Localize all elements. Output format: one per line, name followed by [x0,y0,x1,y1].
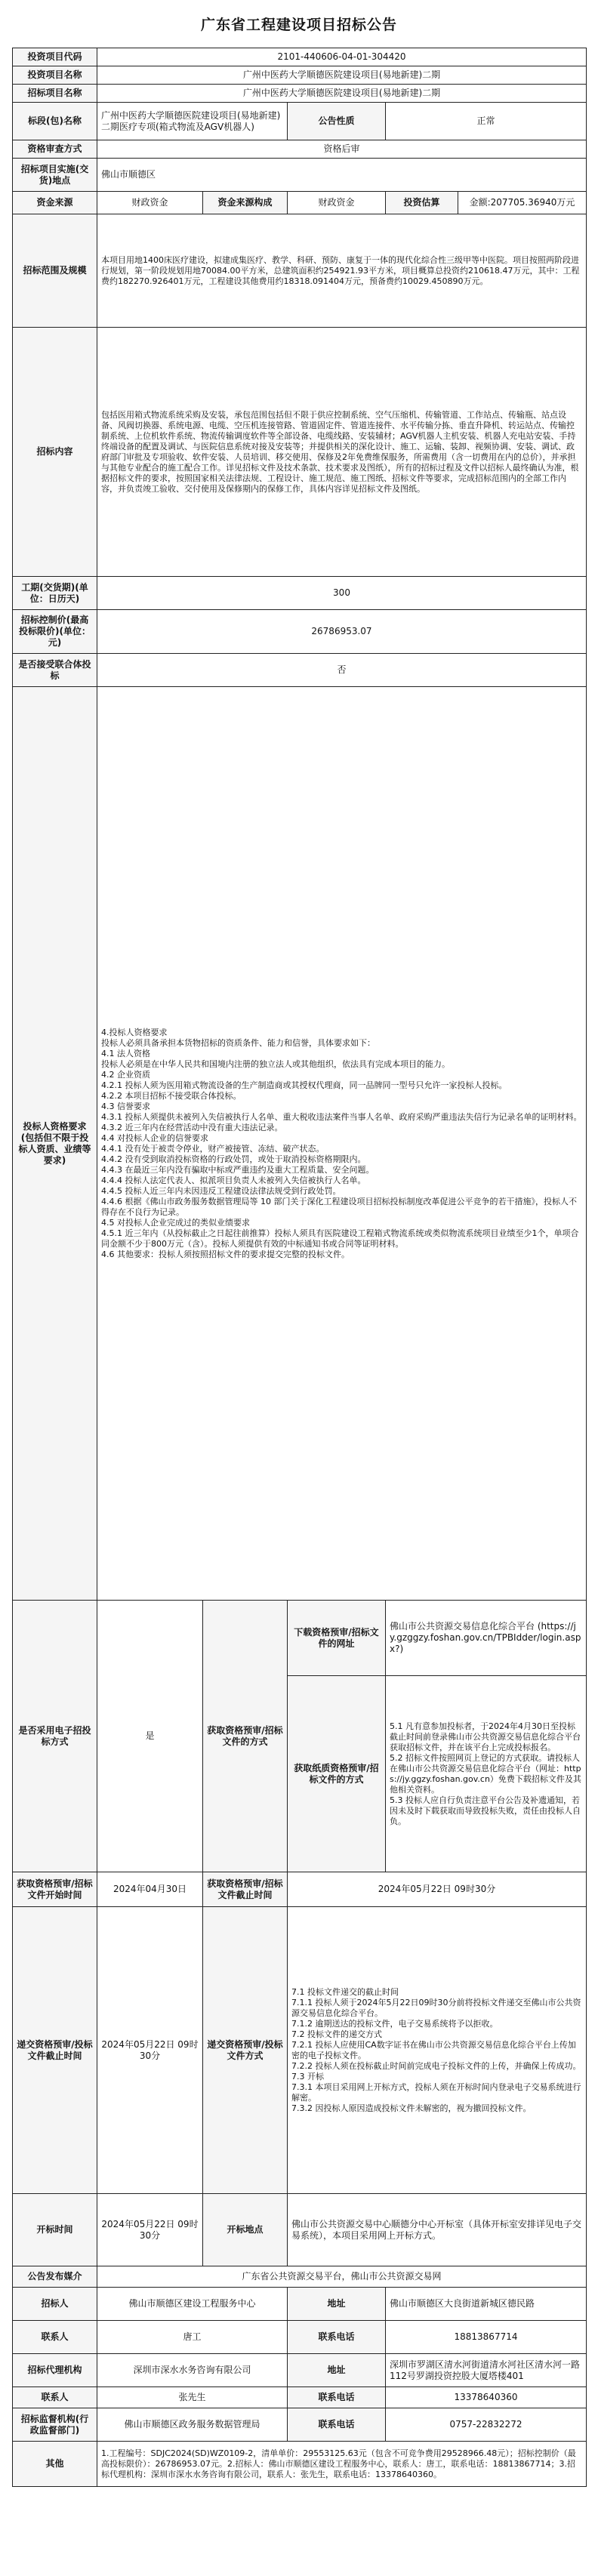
fund-source-value: 财政资金 [97,192,203,214]
submit-method-label: 递交资格预审/投标文件方式 [203,1907,288,2194]
project-name-value: 广州中医药大学顺德医院建设项目(易地新建)二期 [97,66,587,85]
opening-time-label: 开标时间 [13,2194,97,2266]
obtain-end-value: 2024年05月22日 09时30分 [288,1872,587,1907]
agent-label: 招标代理机构 [13,2354,97,2387]
opening-time-value: 2024年05月22日 09时30分 [97,2194,203,2266]
row-project-name [13,66,587,85]
consortium-value: 否 [97,654,587,687]
bid-project-name-label: 招标项目名称 [13,85,97,103]
approval-label: 资格审查方式 [13,140,97,159]
tenderer-contact-label: 联系人 [13,2321,97,2354]
qualification-text: 4.投标人资格要求 投标人必须具备承担本货物招标的资质条件、能力和信誉，具体要求如下： 4.1 法人资格 投标人必须是在中华人民共和国境内注册的独立法人或其他组织，依法具有完成本项目的能力。 4.2 企业资质 4.2.1 投标人须为医用箱式物流设备的生产制造商或其授权代理商，同一品牌同一型号只允许一家投标人投标。 4.2.2 本项目招标不接受联合体投标。 4.3 信誉要求 4.3.1 投标人须提供未被列入失信被执行人名单、重大税收违法案件当事人名单、政府采购严重违法失信行为记录名单的证明材料。 4.3.2 近三年内在经营活动中没有重大违法记录。 4.4 对投标人企业的信誉要求 4.4.1 没有处于被责令停业，财产被接管、冻结、破产状态。 4.4.2 没有受到取消投标资格的行政处罚，或处于取消投标资格期限内。 4.4.3 在最近三年内没有骗取中标或严重违约及重大工程质量、安全问题。 4.4.4 投标人法定代表人、拟派项目负责人未被列入失信被执行人名单。 4.4.5 投标人近三年内未因违反工程建设法律法规受到行政处罚。 4.4.6 根据《佛山市政务服务数据管理局等 10 部门关于深化工程建设项目招标投标制度改革促进公平竞争的若干措施》，投标人不得存在不良行为记录。 4.5 对投标人企业完成过的类似业绩要求 4.5.1 近三年内（从投标截止之日起往前推算）投标人须具有医院建设工程箱式物流系统或类似物流系统项目业绩至少1个，单项合同金额不少于800万元（含）。投标人须提供有效的中标通知书或合同等证明材料。 4.6 其他要求：投标人须按照招标文件的要求提交完整的投标文件。 [97,687,587,1601]
row-contact-2 [13,2387,587,2408]
obtain-start-label: 获取资格预审/招标文件开始时间 [13,1872,97,1907]
scope-text: 本项目用地1400床医疗建设，拟建成集医疗、教学、科研、预防、康复于一体的现代化综合性三级甲等中医院。项目按照两阶段进行规划，第一阶段规划用地70084.00平方米，总建筑面积约254921.93平方米，项目概算总投资约210618.47万元，其中：工程费约182270.926401万元，工程建设其他费用约18318.091404万元，预备费约10029.450890万元。 [97,214,587,328]
row-publish [13,2266,587,2288]
row-other [13,2442,587,2487]
e-bid-value: 是 [97,1601,203,1872]
tenderer-address-label: 地址 [288,2288,386,2321]
supervisor-phone-value: 0757-22832272 [386,2408,587,2442]
row-bid-project-name [13,85,587,103]
row-tenderer [13,2288,587,2321]
duration-value: 300 [97,577,587,610]
obtain-start-value: 2024年04月30日 [97,1872,203,1907]
qualification-label: 投标人资格要求(包括但不限于投标人资质、业绩等要求) [13,687,97,1601]
project-name-label: 投资项目名称 [13,66,97,85]
agent-address-value: 深圳市罗湖区清水河街道清水河社区清水河一路112号罗湖投资控股大厦塔楼401 [386,2354,587,2387]
row-opening [13,2194,587,2266]
notice-type-value: 正常 [386,103,587,140]
submit-deadline-value: 2024年05月22日 09时30分 [97,1907,203,2194]
row-content [13,328,587,577]
row-agent [13,2354,587,2387]
doc-method-value: 5.1 凡有意参加投标者，于2024年4月30日至投标截止时间前登录佛山市公共资源交易信息化综合平台获取招标文件，并在该平台上完成投标报名。 5.2 招标文件按照网页上登记的方式获取。请投标人在佛山市公共资源交易信息化综合平台（网址：https://jy.ggzy.foshan.gov.cn）免费下载招标文件及其他相关资料。 5.3 投标人应自行负责注意平台公告及补遗通知，若因未及时下载获取而导致投标失败，责任由投标人自负。 [386,1676,587,1872]
opening-place-label: 开标地点 [203,2194,288,2266]
obtain-end-label: 获取资格预审/招标文件截止时间 [203,1872,288,1907]
duration-label: 工期(交货期)(单位：日历天) [13,577,97,610]
row-submit [13,1907,587,2194]
tenderer-contact-value: 唐工 [97,2321,288,2354]
other-text: 1.工程编号：SDJC2024(SD)WZ0109-2，清单单价：29553125.63元（包含不可竞争费用29528966.48元）；招标控制价（最高投标限价）：26786953.07元。2.招标人：佛山市顺德区建设工程服务中心，联系人：唐工，联系电话：18813867714；3.招标代理机构：深圳市深水水务咨询有限公司，联系人：张先生，联系电话：13378640360。 [97,2442,587,2487]
page-title: 广东省工程建设项目招标公告 [200,17,397,33]
agent-contact-label: 联系人 [13,2387,97,2408]
row-project-code [13,48,587,66]
announcement-page [12,0,586,2487]
budget-label: 招标控制价(最高投标限价)(单位：元) [13,610,97,654]
row-duration [13,577,587,610]
row-qualification [13,687,587,1601]
row-funds [13,192,587,214]
row-e-bid-download [13,1601,587,1676]
bid-project-name-value: 广州中医药大学顺德医院建设项目(易地新建)二期 [97,85,587,103]
agent-phone-value: 13378640360 [386,2387,587,2408]
fund-composition-label: 资金来源构成 [203,192,288,214]
scope-label: 招标范围及规模 [13,214,97,328]
approval-value: 资格后审 [97,140,587,159]
row-consortium [13,654,587,687]
notice-type-label: 公告性质 [288,103,386,140]
lot-label: 标段(包)名称 [13,103,97,140]
project-code-value: 2101-440606-04-01-304420 [97,48,587,66]
row-obtain-time [13,1872,587,1907]
opening-place-value: 佛山市公共资源交易中心顺德分中心开标室（具体开标室安排详见电子交易系统），本项目采用网上开标方式。 [288,2194,587,2266]
publish-media-label: 公告发布媒介 [13,2266,97,2288]
download-url-link[interactable]: 佛山市公共资源交易信息化综合平台 (https://jy.gzggzy.foshan.gov.cn/TPBIdder/login.aspx?) [386,1601,587,1676]
location-value: 佛山市顺德区 [97,159,587,192]
lot-value: 广州中医药大学顺德医院建设项目(易地新建)二期医疗专项(箱式物流及AGV机器人) [97,103,288,140]
e-bid-label: 是否采用电子招投标方式 [13,1601,97,1872]
row-lot [13,103,587,140]
project-code-label: 投资项目代码 [13,48,97,66]
other-label: 其他 [13,2442,97,2487]
agent-phone-label: 联系电话 [288,2387,386,2408]
row-budget [13,610,587,654]
publish-media-value: 广东省公共资源交易平台，佛山市公共资源交易网 [97,2266,587,2288]
row-scope [13,214,587,328]
tenderer-phone-label: 联系电话 [288,2321,386,2354]
agent-contact-value: 张先生 [97,2387,288,2408]
investment-estimate-value: 金额:207705.36940万元 [458,192,587,214]
investment-estimate-label: 投资估算 [386,192,458,214]
submit-deadline-label: 递交资格预审/投标文件截止时间 [13,1907,97,2194]
tenderer-phone-value: 18813867714 [386,2321,587,2354]
budget-value: 26786953.07 [97,610,587,654]
tenderer-label: 招标人 [13,2288,97,2321]
agent-value: 深圳市深水水务咨询有限公司 [97,2354,288,2387]
supervisor-label: 招标监督机构(行政监督部门) [13,2408,97,2442]
location-label: 招标项目实施(交货)地点 [13,159,97,192]
row-location [13,159,587,192]
fund-composition-value: 财政资金 [288,192,386,214]
fund-source-label: 资金来源 [13,192,97,214]
row-supervisor [13,2408,587,2442]
tenderer-value: 佛山市顺德区建设工程服务中心 [97,2288,288,2321]
supervisor-phone-label: 联系电话 [288,2408,386,2442]
doc-method-label: 获取纸质资格预审/招标文件的方式 [288,1676,386,1872]
obtain-method-label: 获取资格预审/招标文件的方式 [203,1601,288,1872]
download-url-label: 下载资格预审/招标文件的网址 [288,1601,386,1676]
announcement-table [12,48,587,2487]
submit-method-value: 7.1 投标文件递交的截止时间 7.1.1 投标人须于2024年5月22日09时30分前将投标文件递交至佛山市公共资源交易信息化综合平台。 7.1.2 逾期送达的投标文件，电子交易系统将予以拒收。 7.2 投标文件的递交方式 7.2.1 投标人应使用CA数字证书在佛山市公共资源交易信息化综合平台上传加密的电子投标文件。 7.2.2 投标人须在投标截止时间前完成电子投标文件的上传，并确保上传成功。 7.3 开标 7.3.1 本项目采用网上开标方式，投标人须在开标时间内登录电子交易系统进行解密。 7.3.2 因投标人原因造成投标文件未解密的，视为撤回投标文件。 [288,1907,587,2194]
agent-address-label: 地址 [288,2354,386,2387]
tenderer-address-value: 佛山市顺德区大良街道新城区德民路 [386,2288,587,2321]
content-label: 招标内容 [13,328,97,577]
row-approval [13,140,587,159]
consortium-label: 是否接受联合体投标 [13,654,97,687]
row-contact-1 [13,2321,587,2354]
supervisor-value: 佛山市顺德区政务服务数据管理局 [97,2408,288,2442]
content-text: 包括医用箱式物流系统采购及安装，承包范围包括但不限于供应控制系统、空气压缩机、传输管道、工作站点、传输瓶、站点设备、风阀切换器、系统电源、电缆、空压机连接管路、管道固定件、管道连接件、水平传输分拣、垂直升降机、转运站点、传输控制系统、上位机软件系统、物流传输调度软件等全部设备、电缆线路、安装辅材；AGV机器人主机安装、机器人充电站安装、手持终端设备的配置及调试、与医院信息系统对接及安装等；并提供相关的深化设计、施工、运输、装卸、视频协调、安装、调试、政府部门审批及专项验收、软件安装、人员培训、移交使用、保修及2年免费维保服务，所需费用（含一切费用在内的总价），并承担与其他专业配合的施工配合工作。详见招标文件及技术条款、技术要求及图纸），所有的招标过程及文件以招标人最终确认为准，根据招标文件的要求，按照国家相关法律法规、工程设计、施工规范、施工图纸、招标文件等要求，完成招标范围内的全部工作内容，并负责竣工验收、交付使用及保修期内的保修工作，具体内容详见招标文件及图纸。 [97,328,587,577]
